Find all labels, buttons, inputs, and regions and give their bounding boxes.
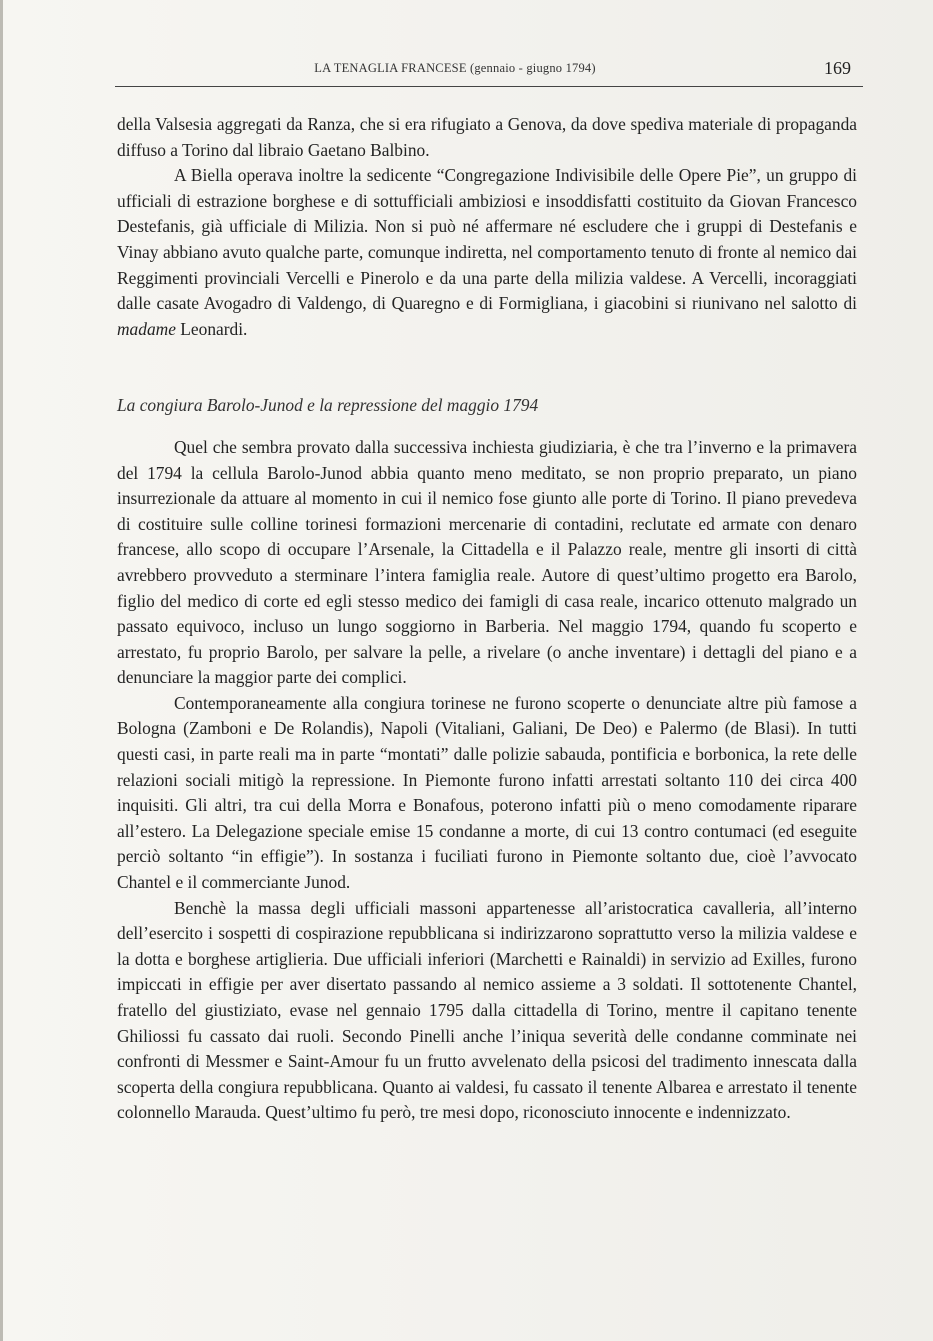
paragraph-benche: Benchè la massa degli ufficiali massoni appartenesse all’aristocratica cavalleria, all’interno dell’esercito i sospetti di cospirazione repubblicana si indirizzarono soprattutto verso la milizia valdese e la dotta e borghese artiglieria. Due ufficiali inferiori (Marchetti e Rainaldi) in servizio ad Exilles, furono impiccati in effigie per aver disertato passando al nemico assieme a 3 soldati. Il sottotenente Chantel, fratello del giustiziato, evase nel gennaio 1795 dalla cittadella di Torino, mentre il capitano tenente Ghiliossi fu cassato dai ruoli. Secondo Pinelli anche l’iniqua severità delle condanne comminate nei confronti di Messmer e Saint-Amour fu un frutto avvelenato della psicosi del tradimento innescata dalla scoperta della congiura repubblicana. Quanto ai valdesi, fu cassato il tenente Albarea e arrestato il tenente colonnello Marauda. Quest’ultimo fu però, tre mesi dopo, riconosciuto innocente e indennizzato.	[117, 897, 857, 1123]
paragraph-contemporaneamente: Contemporaneamente alla congiura torinese ne furono scoperte o denunciate altre più famose a Bologna (Zamboni e De Rolandis), Napoli (Vitaliani, Galiani, De Deo) e Palermo (de Blasi). In tutti questi casi, in parte reali ma in parte “montati” dalle polizie sabauda, pontificia e borbonica, la rete delle relazioni sociali mitigò la repressione. In Piemonte furono infatti arrestati soltanto 110 dei circa 400 inquisiti. Gli altri, tra cui della Morra e Bonafous, poterono infatti più o meno comodamente riparare all’estero. La Delegazione speciale emise 15 condanne a morte, di cui 13 contro contumaci (ed eseguite perciò soltanto “in effigie”). In sostanza i fuciliati furono in Piemonte soltanto due, cioè l’avvocato Chantel e il commerciante Junod.	[117, 692, 857, 893]
page-edge-shadow	[0, 0, 3, 1341]
page-number: 169	[824, 58, 851, 78]
italic-word: madame	[117, 318, 176, 339]
paragraph-biella	[117, 163, 857, 342]
section-spacer	[117, 419, 857, 435]
body-text	[117, 112, 857, 1126]
running-head: LA TENAGLIA FRANCESE (gennaio - giugno 1794)	[314, 61, 596, 75]
paragraph-text: A Biella operava inoltre la sedicente “Congregazione Indivisibile delle Opere Pie”, un gruppo di ufficiali di estrazione borghese e di sottufficiali ambiziosi e insoddisfatti costituito da Giovan Francesco Destefanis, già ufficiale di Milizia. Non si può né affermare né escludere che i gruppi di Destefanis e Vinay abbiano avuto qualche parte, comunque indiretta, nel comportamento tenuto di fronte al nemico dai Reggimenti provinciali Vercelli e Pinerolo e da una parte della milizia valdese. A Vercelli, incoraggiati dalle casate Avogadro di Valdengo, di Quaregno e di Formigliana, i giacobini si riunivano nel salotto di	[117, 165, 857, 314]
paragraph-text-end: Leonardi.	[175, 318, 248, 339]
section-spacer	[117, 342, 857, 393]
page-header	[115, 57, 863, 83]
paragraph-congiura: Quel che sembra provato dalla successiva inchiesta giudiziaria, è che tra l’inverno e la primavera del 1794 la cellula Barolo-Junod abbia quanto meno meditato, se non proprio preparato, un piano insurrezionale da attuare al momento in cui il nemico fose giunto alle porte di Torino. Il piano prevedeva di costituire sulle colline torinesi formazioni mercenarie di contadini, reclutate ed armate con denaro francese, allo scopo di occupare l’Arsenale, la Cittadella e il Palazzo reale, mentre gli insorti di città avrebbero provveduto a sterminare l’intera famiglia reale. Autore di quest’ultimo progetto era Barolo, figlio del medico di corte ed egli stesso medico dei famigli di casa reale, incarico ottenuto malgrado un passato equivoco, incluso un lungo soggiorno in Barberia. Nel maggio 1794, quando fu scoperto e arrestato, fu proprio Barolo, per salvare la pelle, a rivelare (o anche inventare) i dettagli del piano e a denunciare la maggior parte dei complici.	[117, 436, 857, 688]
section-title: La congiura Barolo-Junod e la repressione del maggio 1794	[117, 395, 539, 416]
header-rule	[115, 86, 863, 87]
paragraph-continued: della Valsesia aggregati da Ranza, che si era rifugiato a Genova, da dove spediva materiale di propaganda diffuso a Torino dal libraio Gaetano Balbino.	[117, 114, 857, 160]
